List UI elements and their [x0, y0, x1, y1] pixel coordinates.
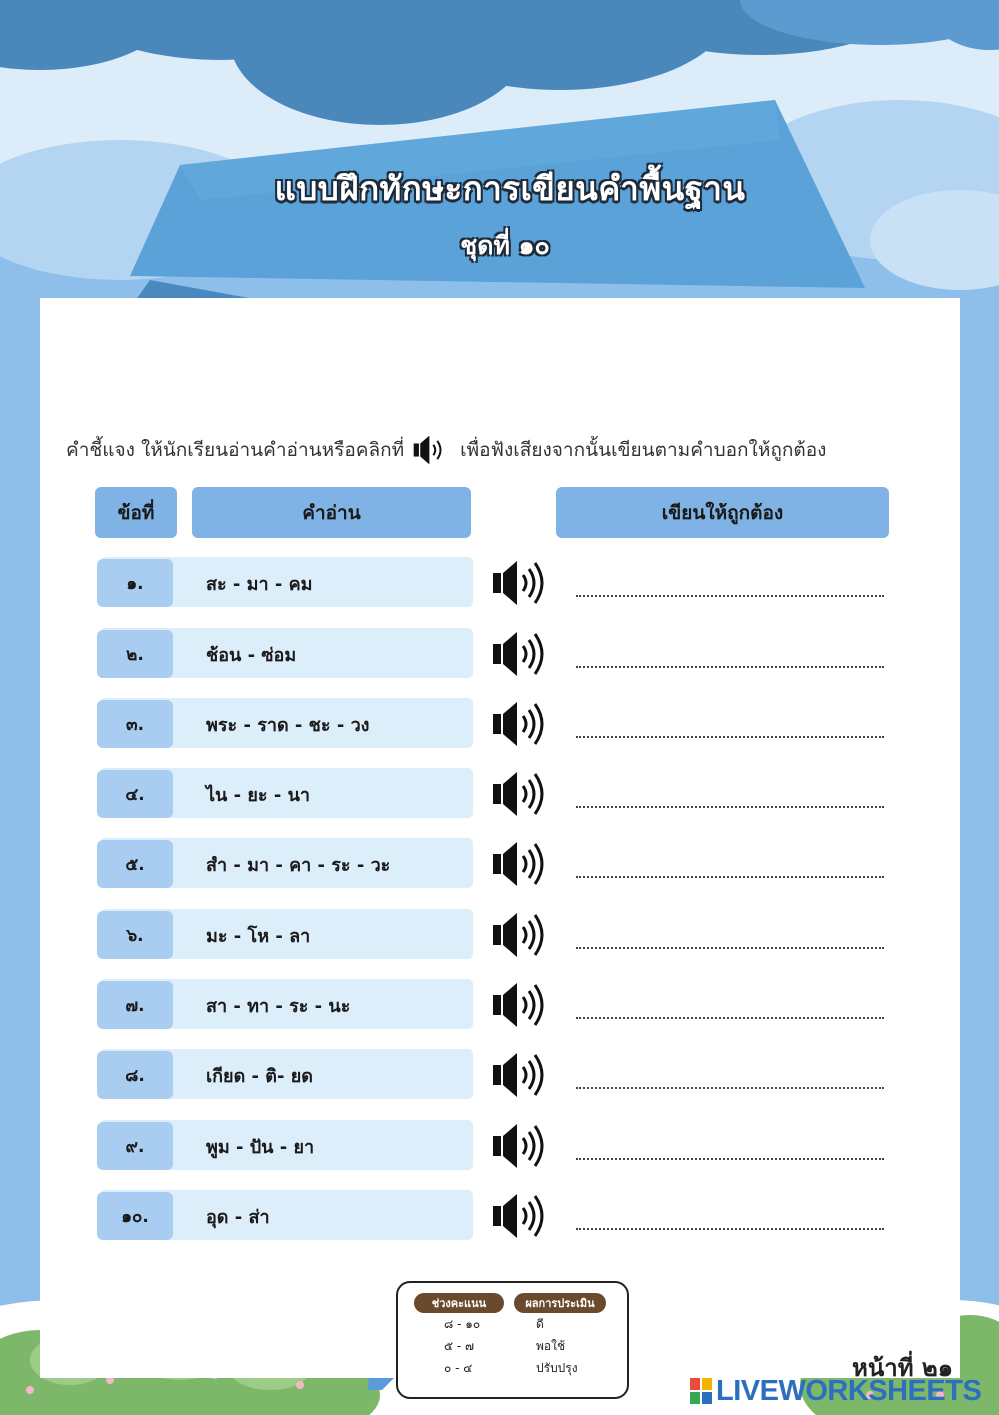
- page-number: หน้าที่ ๒๑: [852, 1353, 953, 1382]
- answer-line[interactable]: [576, 947, 884, 949]
- score-range-header: ช่วงคะแนน: [414, 1293, 504, 1313]
- score-row: [398, 1315, 627, 1337]
- reading-text: สำ - มา - คา - ระ - วะ: [206, 855, 391, 876]
- table-row: [0, 698, 999, 750]
- speaker-icon: [491, 1086, 551, 1105]
- play-audio-button[interactable]: [491, 1120, 551, 1172]
- answer-line[interactable]: [576, 1087, 884, 1089]
- speaker-icon: [491, 735, 551, 754]
- answer-line[interactable]: [576, 876, 884, 878]
- header-write: เขียนให้ถูกต้อง: [556, 487, 889, 538]
- page-subtitle: ชุดที่ ๑๐: [460, 231, 550, 260]
- reading-text: พูม - ปัน - ยา: [206, 1137, 315, 1158]
- row-number: ๗.: [97, 981, 173, 1029]
- instruction-before: คำชี้แจง ให้นักเรียนอ่านคำอ่านหรือคลิกที่: [66, 439, 405, 461]
- row-number: ๕.: [97, 840, 173, 888]
- logo-icon: [690, 1378, 712, 1404]
- speaker-icon: [491, 1157, 551, 1176]
- table-row: [0, 1190, 999, 1242]
- row-number: ๓.: [97, 700, 173, 748]
- play-audio-button[interactable]: [491, 1049, 551, 1101]
- play-audio-button[interactable]: [491, 768, 551, 820]
- reading-text: ไน - ยะ - นา: [206, 785, 310, 806]
- table-row: [0, 909, 999, 961]
- row-number: ๖.: [97, 911, 173, 959]
- instruction-after: เพื่อฟังเสียงจากนั้นเขียนตามคำบอกให้ถูกต้อง: [460, 439, 827, 461]
- speaker-icon: [491, 665, 551, 684]
- reading-text: อุด - ส่า: [206, 1207, 270, 1228]
- answer-line[interactable]: [576, 666, 884, 668]
- speaker-icon: [491, 1227, 551, 1246]
- play-audio-button[interactable]: [491, 557, 551, 609]
- play-audio-button[interactable]: [491, 909, 551, 961]
- reading-text: ช้อน - ซ่อม: [206, 645, 297, 666]
- score-range: ๕ - ๗: [444, 1339, 475, 1353]
- table-row: [0, 557, 999, 609]
- liveworksheets-logo: [690, 1374, 981, 1408]
- answer-line[interactable]: [576, 595, 884, 597]
- row-number: ๔.: [97, 770, 173, 818]
- row-number: ๙.: [97, 1122, 173, 1170]
- table-row: [0, 1120, 999, 1172]
- speaker-icon: [491, 594, 551, 613]
- row-number: ๒.: [97, 630, 173, 678]
- header-number: ข้อที่: [95, 487, 177, 538]
- row-number: ๘.: [97, 1051, 173, 1099]
- play-audio-button[interactable]: [491, 698, 551, 750]
- answer-line[interactable]: [576, 806, 884, 808]
- speaker-icon: [491, 805, 551, 824]
- brand-text: LIVEWORKSHEETS: [716, 1374, 982, 1407]
- answer-line[interactable]: [576, 736, 884, 738]
- score-row: [398, 1359, 627, 1381]
- score-result: พอใช้: [536, 1339, 566, 1353]
- play-audio-button[interactable]: [491, 1190, 551, 1242]
- speaker-icon: [491, 946, 551, 965]
- row-number: ๑๐.: [97, 1192, 173, 1240]
- reading-text: สะ - มา - คม: [206, 574, 313, 595]
- score-result: ดี: [536, 1317, 544, 1331]
- score-result-header: ผลการประเมิน: [514, 1293, 606, 1313]
- instruction-text: [66, 434, 936, 466]
- page-title: แบบฝึกทักษะการเขียนคำพื้นฐาน: [274, 169, 746, 208]
- table-row: [0, 768, 999, 820]
- table-row: [0, 838, 999, 890]
- speaker-icon: [412, 433, 452, 467]
- header-reading: คำอ่าน: [192, 487, 471, 538]
- reading-text: พระ - ราด - ชะ - วง: [206, 715, 370, 736]
- table-row: [0, 1049, 999, 1101]
- speaker-icon: [491, 1016, 551, 1035]
- play-audio-button[interactable]: [491, 979, 551, 1031]
- speaker-icon: [491, 875, 551, 894]
- score-range: ๐ - ๔: [444, 1361, 473, 1375]
- reading-text: มะ - โห - ลา: [206, 926, 311, 947]
- reading-text: สา - ทา - ระ - นะ: [206, 996, 351, 1017]
- answer-line[interactable]: [576, 1158, 884, 1160]
- row-number: ๑.: [97, 559, 173, 607]
- answer-line[interactable]: [576, 1017, 884, 1019]
- table-row: [0, 979, 999, 1031]
- score-box: [396, 1281, 629, 1399]
- table-row: [0, 628, 999, 680]
- score-row: [398, 1337, 627, 1359]
- play-audio-button[interactable]: [491, 838, 551, 890]
- score-result: ปรับปรุง: [536, 1361, 578, 1375]
- score-range: ๘ - ๑๐: [444, 1317, 481, 1331]
- answer-line[interactable]: [576, 1228, 884, 1230]
- reading-text: เกียด - ติ- ยด: [206, 1066, 313, 1087]
- play-audio-button[interactable]: [491, 628, 551, 680]
